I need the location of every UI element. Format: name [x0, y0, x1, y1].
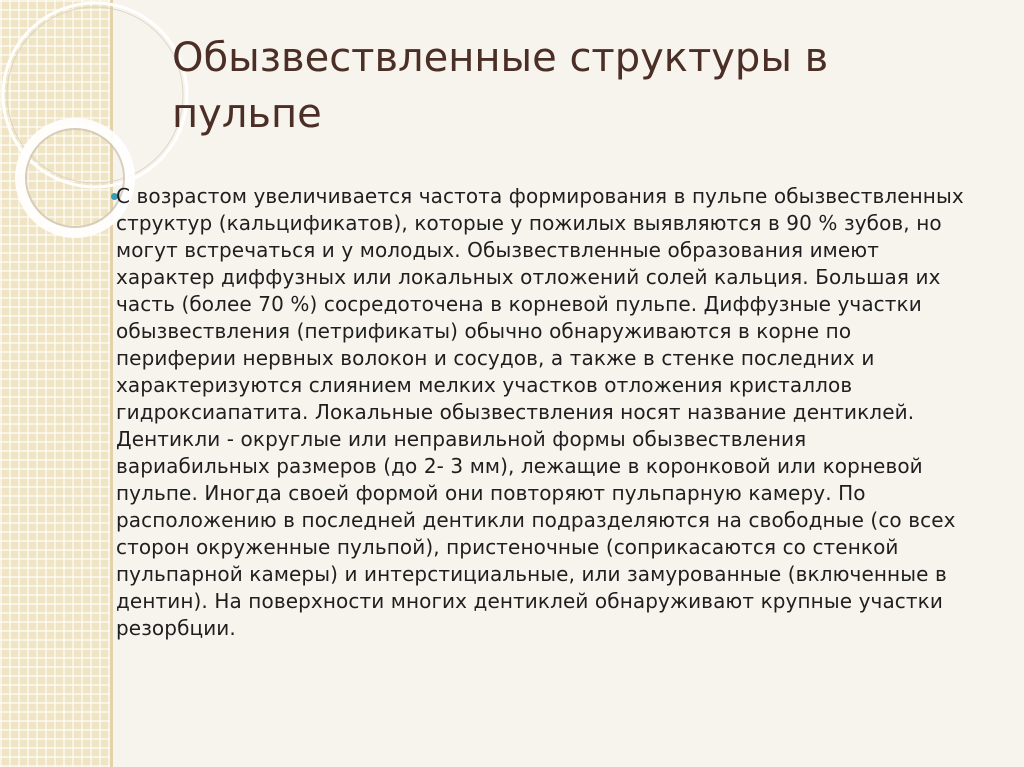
slide-title: Обызвествленные структуры в пульпе — [172, 35, 829, 137]
slide-body-text: С возрастом увеличивается частота формирования в пульпе обызвествленных структур (кальцификатов), которые у пожилых выявляются в 90 % зубов, но могут встречаться и у молодых. Обызвествленные образования имеют характер диффузных или локальных отложений солей кальция. Большая их часть (более 70 %) сосредоточена в корневой пульпе. Диффузные участки обызвествления (петрификаты) обычно обнаруживаются в корне по периферии нервных волокон и сосудов, а также в стенке последних и характеризуются слиянием мелких участков отложения кристаллов гидроксиапатита. Локальные обызвествления носят название дентиклей. Дентикли - округлые или неправильной формы обызвествления вариабильных размеров (до 2- 3 мм), лежащие в коронковой или корневой пульпе. Иногда своей формой они повторяют пульпарную камеру. По расположению в последней дентикли подразделяются на свободные (со всех сторон окруженные пульпой), пристеночные (соприкасаются со стенкой пульпарной камеры) и интерстициальные, или замурованные (включенные в дентин). На поверхности многих дентиклей обнаруживают крупные участки резорбции. — [116, 184, 964, 640]
